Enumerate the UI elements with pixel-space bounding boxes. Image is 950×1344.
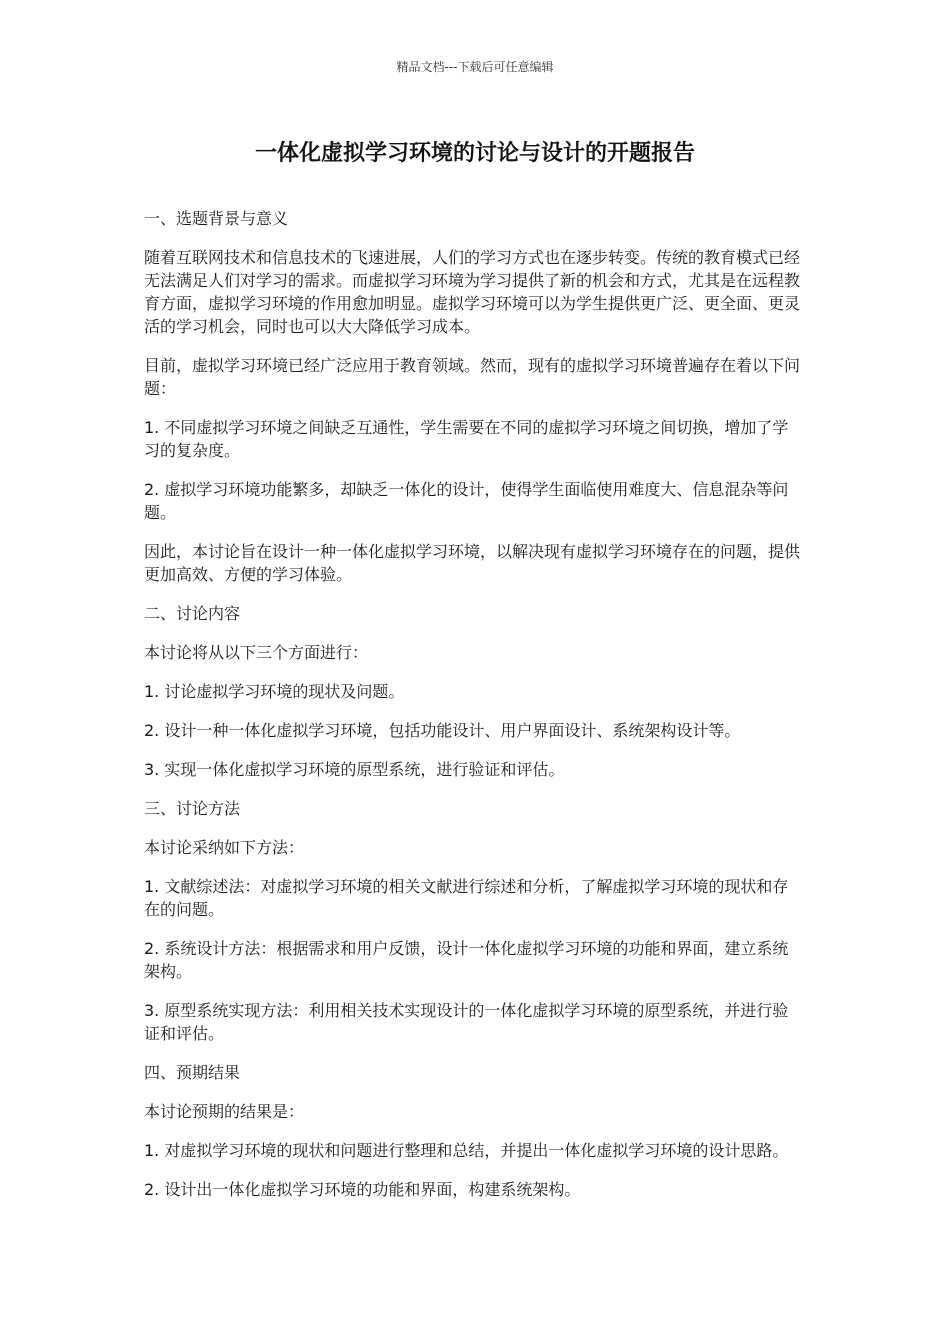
paragraph-purpose: 因此，本讨论旨在设计一种一体化虚拟学习环境，以解决现有虚拟学习环境存在的问题，提供更加高效、方便的学习体验。 (144, 542, 801, 584)
paragraph-content-intro: 本讨论将从以下三个方面进行： (144, 643, 369, 662)
paragraph-current-state: 目前，虚拟学习环境已经广泛应用于教育领域。然而，现有的虚拟学习环境普遍存在着以下问题： (144, 356, 801, 398)
list-item-method-2: 2. 系统设计方法：根据需求和用户反馈，设计一体化虚拟学习环境的功能和界面，建立系统架构。 (144, 939, 789, 981)
list-item-method-1: 1. 文献综述法：对虚拟学习环境的相关文献进行综述和分析，了解虚拟学习环境的现状和存在的问题。 (144, 877, 789, 919)
section-heading-background: 一、选题背景与意义 (144, 209, 289, 228)
list-item-content-2: 2. 设计一种一体化虚拟学习环境，包括功能设计、用户界面设计、系统架构设计等。 (144, 721, 741, 740)
document-title: 一体化虚拟学习环境的讨论与设计的开题报告 (254, 141, 695, 166)
list-item-content-3: 3. 实现一体化虚拟学习环境的原型系统，进行验证和评估。 (144, 760, 565, 779)
list-item-problem-1: 1. 不同虚拟学习环境之间缺乏互通性，学生需要在不同的虚拟学习环境之间切换，增加了学习的复杂度。 (144, 418, 789, 460)
paragraph-results-intro: 本讨论预期的结果是： (144, 1102, 305, 1121)
paragraph-methods-intro: 本讨论采纳如下方法： (144, 838, 305, 857)
document-body (144, 207, 804, 1217)
section-heading-content: 二、讨论内容 (144, 604, 241, 623)
section-heading-methods: 三、讨论方法 (144, 799, 241, 818)
list-item-problem-2: 2. 虚拟学习环境功能繁多，却缺乏一体化的设计，使得学生面临使用难度大、信息混杂等问题。 (144, 480, 789, 522)
paragraph-background: 随着互联网技术和信息技术的飞速进展，人们的学习方式也在逐步转变。传统的教育模式已经无法满足人们对学习的需求。而虚拟学习环境为学习提供了新的机会和方式，尤其是在远程教育方面，虚拟学习环境的作用愈加明显。虚拟学习环境可以为学生提供更广泛、更全面、更灵活的学习机会，同时也可以大大降低学习成本。 (144, 248, 801, 336)
section-heading-results: 四、预期结果 (144, 1063, 241, 1082)
list-item-content-1: 1. 讨论虚拟学习环境的现状及问题。 (144, 682, 405, 701)
page-header-note: 精品文档---下载后可任意编辑 (396, 60, 554, 74)
list-item-method-3: 3. 原型系统实现方法：利用相关技术实现设计的一体化虚拟学习环境的原型系统，并进行验证和评估。 (144, 1001, 789, 1043)
list-item-result-1: 1. 对虚拟学习环境的现状和问题进行整理和总结，并提出一体化虚拟学习环境的设计思路。 (144, 1141, 789, 1160)
list-item-result-2: 2. 设计出一体化虚拟学习环境的功能和界面，构建系统架构。 (144, 1180, 581, 1199)
